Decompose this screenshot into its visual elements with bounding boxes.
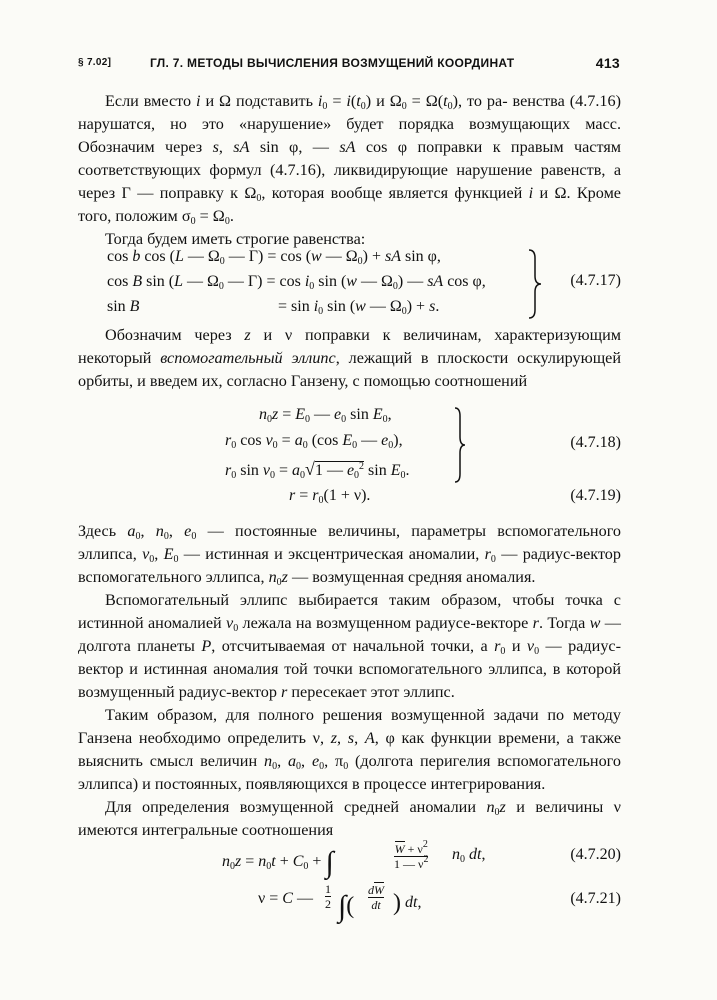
equation-block-4-7-18: $n_0z = E_0$ — $e_0$ $\sin E_0$, $r_0$ $\cos v_0 = a_0$ (cos $E_0$ — $e_0$), $r_0$ $\sin v_0 = a_0√1$ — $e_0^2$ $\sin E_0$. (4.7.18) (225, 406, 621, 484)
equation-4-7-19: $r = r_0(1 + \nu)$. (4.7.19) (289, 487, 621, 506)
section-marker: § 7.02] (78, 57, 112, 68)
chapter-title: ГЛ. 7. МЕТОДЫ ВЫЧИСЛЕНИЯ ВОЗМУЩЕНИЙ КООРДИНАТ (150, 56, 515, 70)
intro-line: Тогда будем иметь строгие равенства: (105, 230, 366, 248)
running-header (78, 55, 620, 73)
equation-number: (4.7.21) (570, 890, 621, 907)
equation-number: (4.7.20) (570, 846, 621, 863)
paragraph-2: Обозначим через z и ν поправки к величинам, характеризующим некоторый вспомогательный эллипс, лежащий в плоскости оскулирующей орбиты, и введем их, согласно Ганзену, с помощью соотношений (78, 326, 622, 390)
right-brace-icon (527, 248, 543, 320)
last-par-b: и величины (516, 798, 604, 816)
equation-number: (4.7.18) (570, 434, 621, 451)
last-par-a: Для определения возмущенной средней аномалии (105, 798, 476, 816)
equation-number: (4.7.17) (570, 272, 621, 289)
last-par-c: имеются интегральные соотношения (78, 821, 334, 839)
page-number: 413 (595, 55, 620, 71)
right-brace-icon (453, 406, 467, 484)
equation-block-4-7-17: cos b cos (L — $\Omega_0$ — Γ) = cos (w — $\Omega_0$) + sA sin φ, cos B sin (L — $\Omega_0$ — $\Gamma) = \cos i_0$ sin (w — $\Omega_0$) — sA cos φ, sin B = $\sin i_0$ sin (w — $\Omega_0) + s$. (4.7.17) (107, 248, 621, 320)
equation-4-7-20: $n_0z = n_0t + C_0$ + ∫ $W + \nu^2$ 1 — $\nu^2$ $n_0$ dt, (4.7.20) (222, 839, 621, 879)
paragraph-1: Если вместо i и Ω подставить $i_0 = i(t_0)$ и $\Omega_0 = \Omega(t_0)$, то ра- венства (4.7.16) нарушатся, но это «нарушение» будет порядка возмущающих масс. Обозначим через s, sA sin φ, — sA cos φ поправки к правым частям соответствующих формул (4.7.16), ликвидирующие нарушение равенств, а через Γ — поправку к $\Omega_0$, которая вообще является функцией i и Ω. Кроме того, положим $\sigma_0 = \Omega_0$. Тогда будем иметь строгие равенства: (78, 90, 621, 251)
equation-4-7-21: ν = C — 1 2 ∫( dW dt ) dt, (4.7.21) (258, 882, 621, 923)
equation-number: (4.7.19) (570, 487, 621, 504)
paragraph-3: Здесь $a_0$, $n_0$, $e_0$ — постоянные величины, параметры вспомогательного эллипса, $v_0$, $E_0$ — истинная и эксцентрическая аномалии, $r_0$ — радиус-вектор вспомогательного эллипса, $n_0z$ — возмущенная средняя аномалия. Вспомогательный эллипс выбирается таким образом, чтобы точка с истинной аномалией $v_0$ лежала на возмущенном радиусе-векторе r. Тогда w — долгота планеты P, отсчитываемая от начальной точки, а $r_0$ и $v_0$ — радиус-вектор и истинная аномалия той точки вспомогательного эллипса, в которой возмущенный радиус-вектор r пересекает этот эллипс. Таким образом, для полного решения возмущенной задачи по методу Ганзена необходимо определить ν, z, s, A, φ как функции времени, а также выяснить смысл величин $n_0$, $a_0$, $e_0$, $\pi_0$ (долгота перигелия вспомогательного эллипса) и постоянных, появляющихся в процессе интегрирования. Для определения возмущенной средней аномалии $n_0z$ и величины ν имеются интегральные соотношения (78, 522, 622, 839)
